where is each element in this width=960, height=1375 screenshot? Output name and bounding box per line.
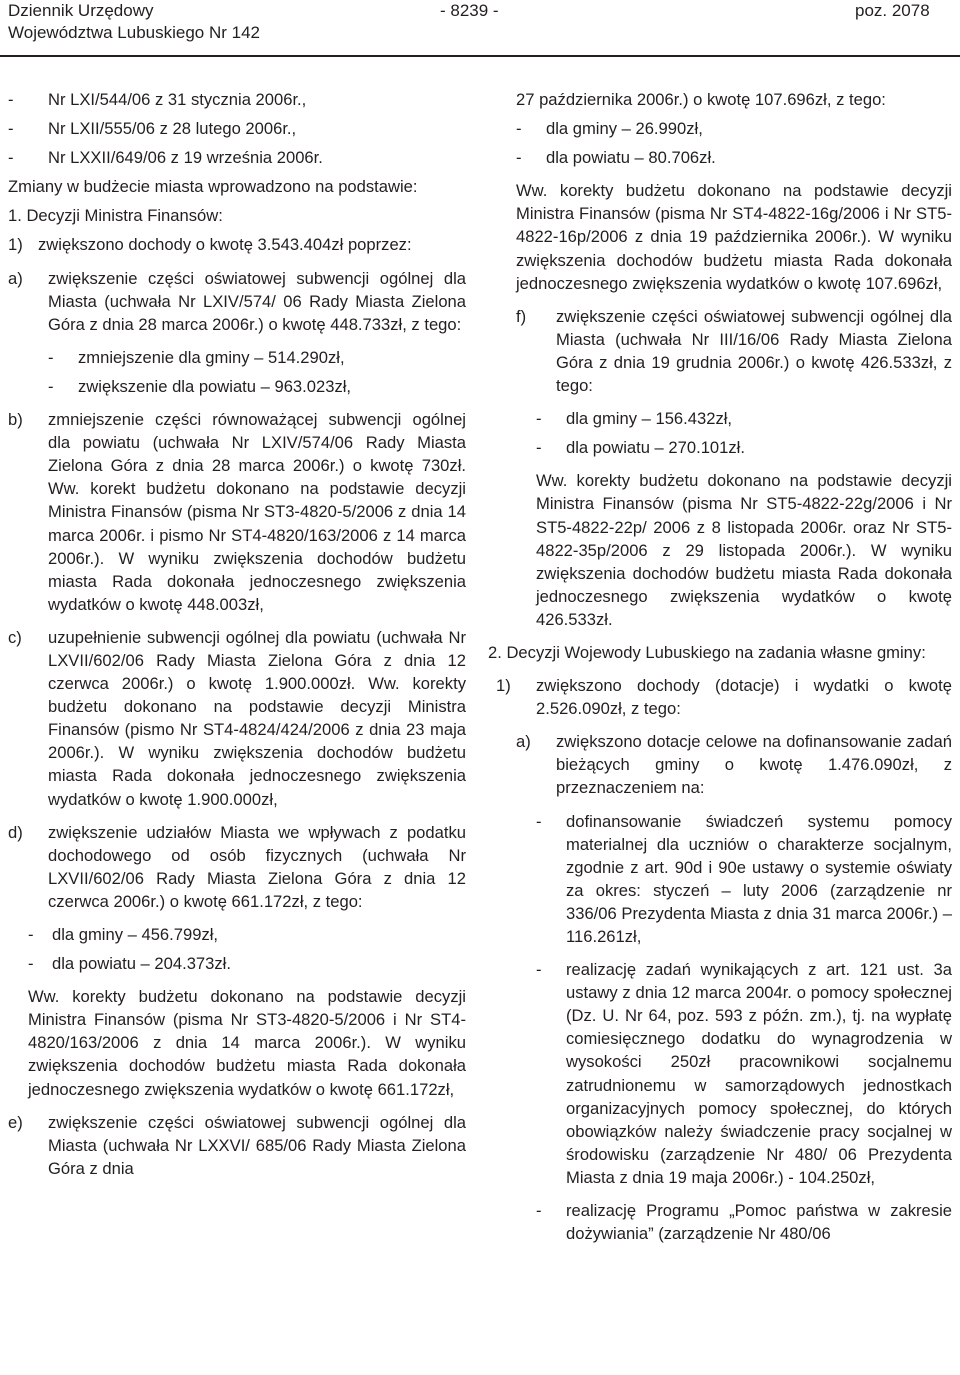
list-item-text: dofinansowanie świadczeń systemu pomocy materialnej dla uczniów o charakterze socjalnym, zgodnie z art. 90d i 90e ustawy o systemie oświaty za okres: styczeń – luty 2006 (zarządzenie nr 336/06 Prezydenta Miasta z dnia 31 marca 2006r.) – 116.261zł, — [566, 811, 952, 946]
list-item-text: realizację Programu „Pomoc państwa w zakresie dożywiania” (zarządzenie Nr 480/06 — [566, 1201, 952, 1244]
list-item — [8, 88, 466, 111]
subitem-a — [496, 730, 952, 799]
bullet: - — [28, 925, 34, 944]
paragraph-note: Ww. korekty budżetu dokonano na podstawie decyzji Ministra Finansów (pisma Nr ST3-4820-5/2006 i Nr ST4-4820/163/2006 z dnia 14 marca 2006r.). W wyniku zwiększenia dochodów budżetu miasta Rada dokonała jednoczesnego zwiększenia wydatków o kwotę 661.172zł, — [28, 987, 466, 1099]
list-item — [8, 346, 466, 369]
paragraph-note: Ww. korekty budżetu dokonano na podstawie decyzji Ministra Finansów (pisma Nr ST5-4822-22g/2006 i Nr ST5-4822-22p/ 2006 z 8 listopada 2006r. oraz Nr ST5-4822-35p/2006 z 29 listopada 2006r.). W wyniku zwiększenia dochodów budżetu miasta Rada dokonała jednoczesnego zwiększenia wydatków o kwotę 426.533zł. — [536, 471, 952, 629]
subitem-e — [8, 1111, 466, 1180]
item-marker: 1) — [496, 676, 511, 696]
bullet: - — [536, 1201, 542, 1221]
item-marker: f) — [516, 306, 527, 326]
subitem-b — [8, 408, 466, 616]
list-item — [8, 923, 466, 946]
item-marker: b) — [8, 410, 23, 430]
list-item-text: zmniejszenie dla gminy – 514.290zł, — [78, 347, 345, 367]
list-item — [8, 233, 466, 256]
list-item — [8, 117, 466, 140]
right-column — [488, 88, 952, 1255]
list-item-text: dla gminy – 156.432zł, — [566, 409, 733, 429]
bullet: - — [28, 954, 34, 974]
subitem-a — [8, 267, 466, 336]
list-item-text: Nr LXII/555/06 z 28 lutego 2006r., — [48, 119, 297, 139]
journal-title-line1: Dziennik Urzędowy — [8, 1, 154, 20]
item-marker: a) — [516, 732, 531, 752]
list-item — [8, 146, 466, 169]
list-item — [496, 117, 952, 140]
subitem-f — [496, 305, 952, 397]
list-item — [496, 436, 952, 459]
bullet: - — [48, 376, 54, 396]
bullet: - — [516, 119, 522, 139]
item-text: zwiększono dochody (dotacje) i wydatki o kwotę 2.526.090zł, z tego: — [536, 676, 952, 719]
list-item-text: Nr LXI/544/06 z 31 stycznia 2006r., — [48, 90, 307, 109]
item-text: zwiększenie udziałów Miasta we wpływach z podatku dochodowego od osób fizycznych (uchwała Nr LXVII/602/06 Rady Miasta Zielona Góra z dnia 12 czerwca 2006r.) o kwotę 661.172zł, z tego: — [48, 822, 466, 911]
bullet: - — [536, 960, 542, 980]
list-item — [496, 1199, 952, 1245]
item-text: zwiększono dotacje celowe na dofinansowanie zadań bieżących gminy o kwotę 1.476.090zł, z przeznaczeniem na: — [556, 732, 952, 798]
list-item — [496, 810, 952, 949]
list-item-text: dla powiatu – 80.706zł. — [546, 148, 716, 168]
list-item-text: dla powiatu – 204.373zł. — [52, 954, 231, 974]
position-number: poz. 2078 — [855, 1, 930, 20]
list-item-text: Nr LXXII/649/06 z 19 września 2006r. — [48, 148, 323, 168]
list-item — [8, 375, 466, 398]
item-marker: a) — [8, 268, 23, 288]
item-marker: d) — [8, 822, 23, 842]
item-text: zwiększenie części oświatowej subwencji ogólnej dla Miasta (uchwała Nr LXIV/574/ 06 Rady Miasta Zielona Góra z dnia 28 marca 2006r.) o kwotę 448.733zł, z tego: — [48, 268, 466, 334]
bullet: - — [536, 438, 542, 458]
bullet: - — [516, 148, 522, 168]
item-text: zwiększono dochody o kwotę 3.543.404zł poprzez: — [38, 235, 412, 255]
bullet: - — [536, 409, 542, 429]
item-text: zwiększenie części oświatowej subwencji ogólnej dla Miasta (uchwała Nr LXXVI/ 685/06 Rady Miasta Zielona Góra z dnia — [48, 1112, 466, 1178]
item-text: zwiększenie części oświatowej subwencji ogólnej dla Miasta (uchwała Nr III/16/06 Rady Miasta Zielona Góra z dnia 19 grudnia 2006r.) o kwotę 426.533zł, z tego: — [556, 306, 952, 396]
bullet: - — [8, 90, 14, 109]
paragraph-continued: 27 października 2006r.) o kwotę 107.696zł, z tego: — [516, 90, 886, 109]
item-text: uzupełnienie subwencji ogólnej dla powiatu (uchwała Nr LXVII/602/06 Rady Miasta Zielona Góra z dnia 12 czerwca 2006r.) o kwotę 1.900.000zł. Ww. korekty budżetu dokonano na podstawie decyzji Ministra Finansów (pismo Nr ST4-4824/424/2006 z dnia 23 maja 2006r.). W wyniku zwiększenia dochodów budżetu miasta Rada dokonała jednoczesnego zwiększenia wydatków o kwotę 1.900.000zł, — [48, 627, 466, 809]
item-text: zmniejszenie części równoważącej subwencji ogólnej dla powiatu (uchwała Nr LXIV/574/06 Rady Miasta Zielona Góra z dnia 28 marca 2006r.) o kwotę 730zł. Ww. korekt budżetu dokonano na podstawie decyzji Ministra Finansów (pisma Nr ST3-4820-5/2006 z dnia 14 marca 2006r. i pismo Nr ST4-4820/163/2006 z 14 marca 2006r.). W wyniku zwiększenia dochodów budżetu miasta Rada dokonała jednoczesnego zwiększenia wydatków o kwotę 448.003zł, — [48, 410, 466, 614]
section-1-title: 1. Decyzji Ministra Finansów: — [8, 206, 223, 226]
list-item — [496, 958, 952, 1189]
item-marker: c) — [8, 627, 22, 647]
header-divider — [0, 55, 960, 57]
list-item — [8, 952, 466, 975]
list-item — [496, 674, 952, 720]
bullet: - — [8, 119, 14, 139]
item-marker: e) — [8, 1112, 23, 1132]
subitem-d — [8, 821, 466, 913]
paragraph-intro: Zmiany w budżecie miasta wprowadzono na podstawie: — [8, 177, 418, 197]
list-item — [496, 407, 952, 430]
section-2-title: 2. Decyzji Wojewody Lubuskiego na zadania własne gminy: — [488, 642, 926, 662]
list-item-text: realizację zadań wynikających z art. 121 ust. 3a ustawy z dnia 12 marca 2004r. o pomocy społecznej (Dz. U. Nr 64, poz. 593 z późn. zm.), tj. na wypłatę comiesięcznego dodatku do wynagrodzenia w wysokości 250zł pracownikowi socjalnemu zatrudnionemu w samorządowych jednostkach organizacyjnych pomocy społecznej, do których obowiązków należy świadczenie pracy socjalnej w środowisku (zarządzenie Nr 480/ 06 Prezydenta Miasta z dnia 19 maja 2006r.) - 104.250zł, — [566, 960, 952, 1187]
bullet: - — [48, 347, 54, 367]
list-item-text: dla gminy – 456.799zł, — [52, 925, 219, 944]
item-marker: 1) — [8, 235, 23, 255]
list-item-text: zwiększenie dla powiatu – 963.023zł, — [78, 376, 352, 396]
list-item-text: dla gminy – 26.990zł, — [546, 119, 703, 139]
journal-title-line2: Województwa Lubuskiego Nr 142 — [8, 23, 260, 42]
paragraph-note: Ww. korekty budżetu dokonano na podstawie decyzji Ministra Finansów (pisma Nr ST4-4822-16g/2006 i Nr ST5-4822-16p/2006 z dnia 19 października 2006r.). W wyniku zwiększenia dochodów budżetu miasta Rada dokonała jednoczesnego zwiększenia wydatków o kwotę 107.696zł, — [516, 181, 952, 293]
bullet: - — [8, 148, 14, 168]
list-item-text: dla powiatu – 270.101zł. — [566, 438, 745, 458]
list-item — [496, 146, 952, 169]
subitem-c — [8, 626, 466, 811]
bullet: - — [536, 811, 542, 831]
page-number: - 8239 - — [440, 1, 499, 20]
left-column — [8, 88, 466, 1190]
